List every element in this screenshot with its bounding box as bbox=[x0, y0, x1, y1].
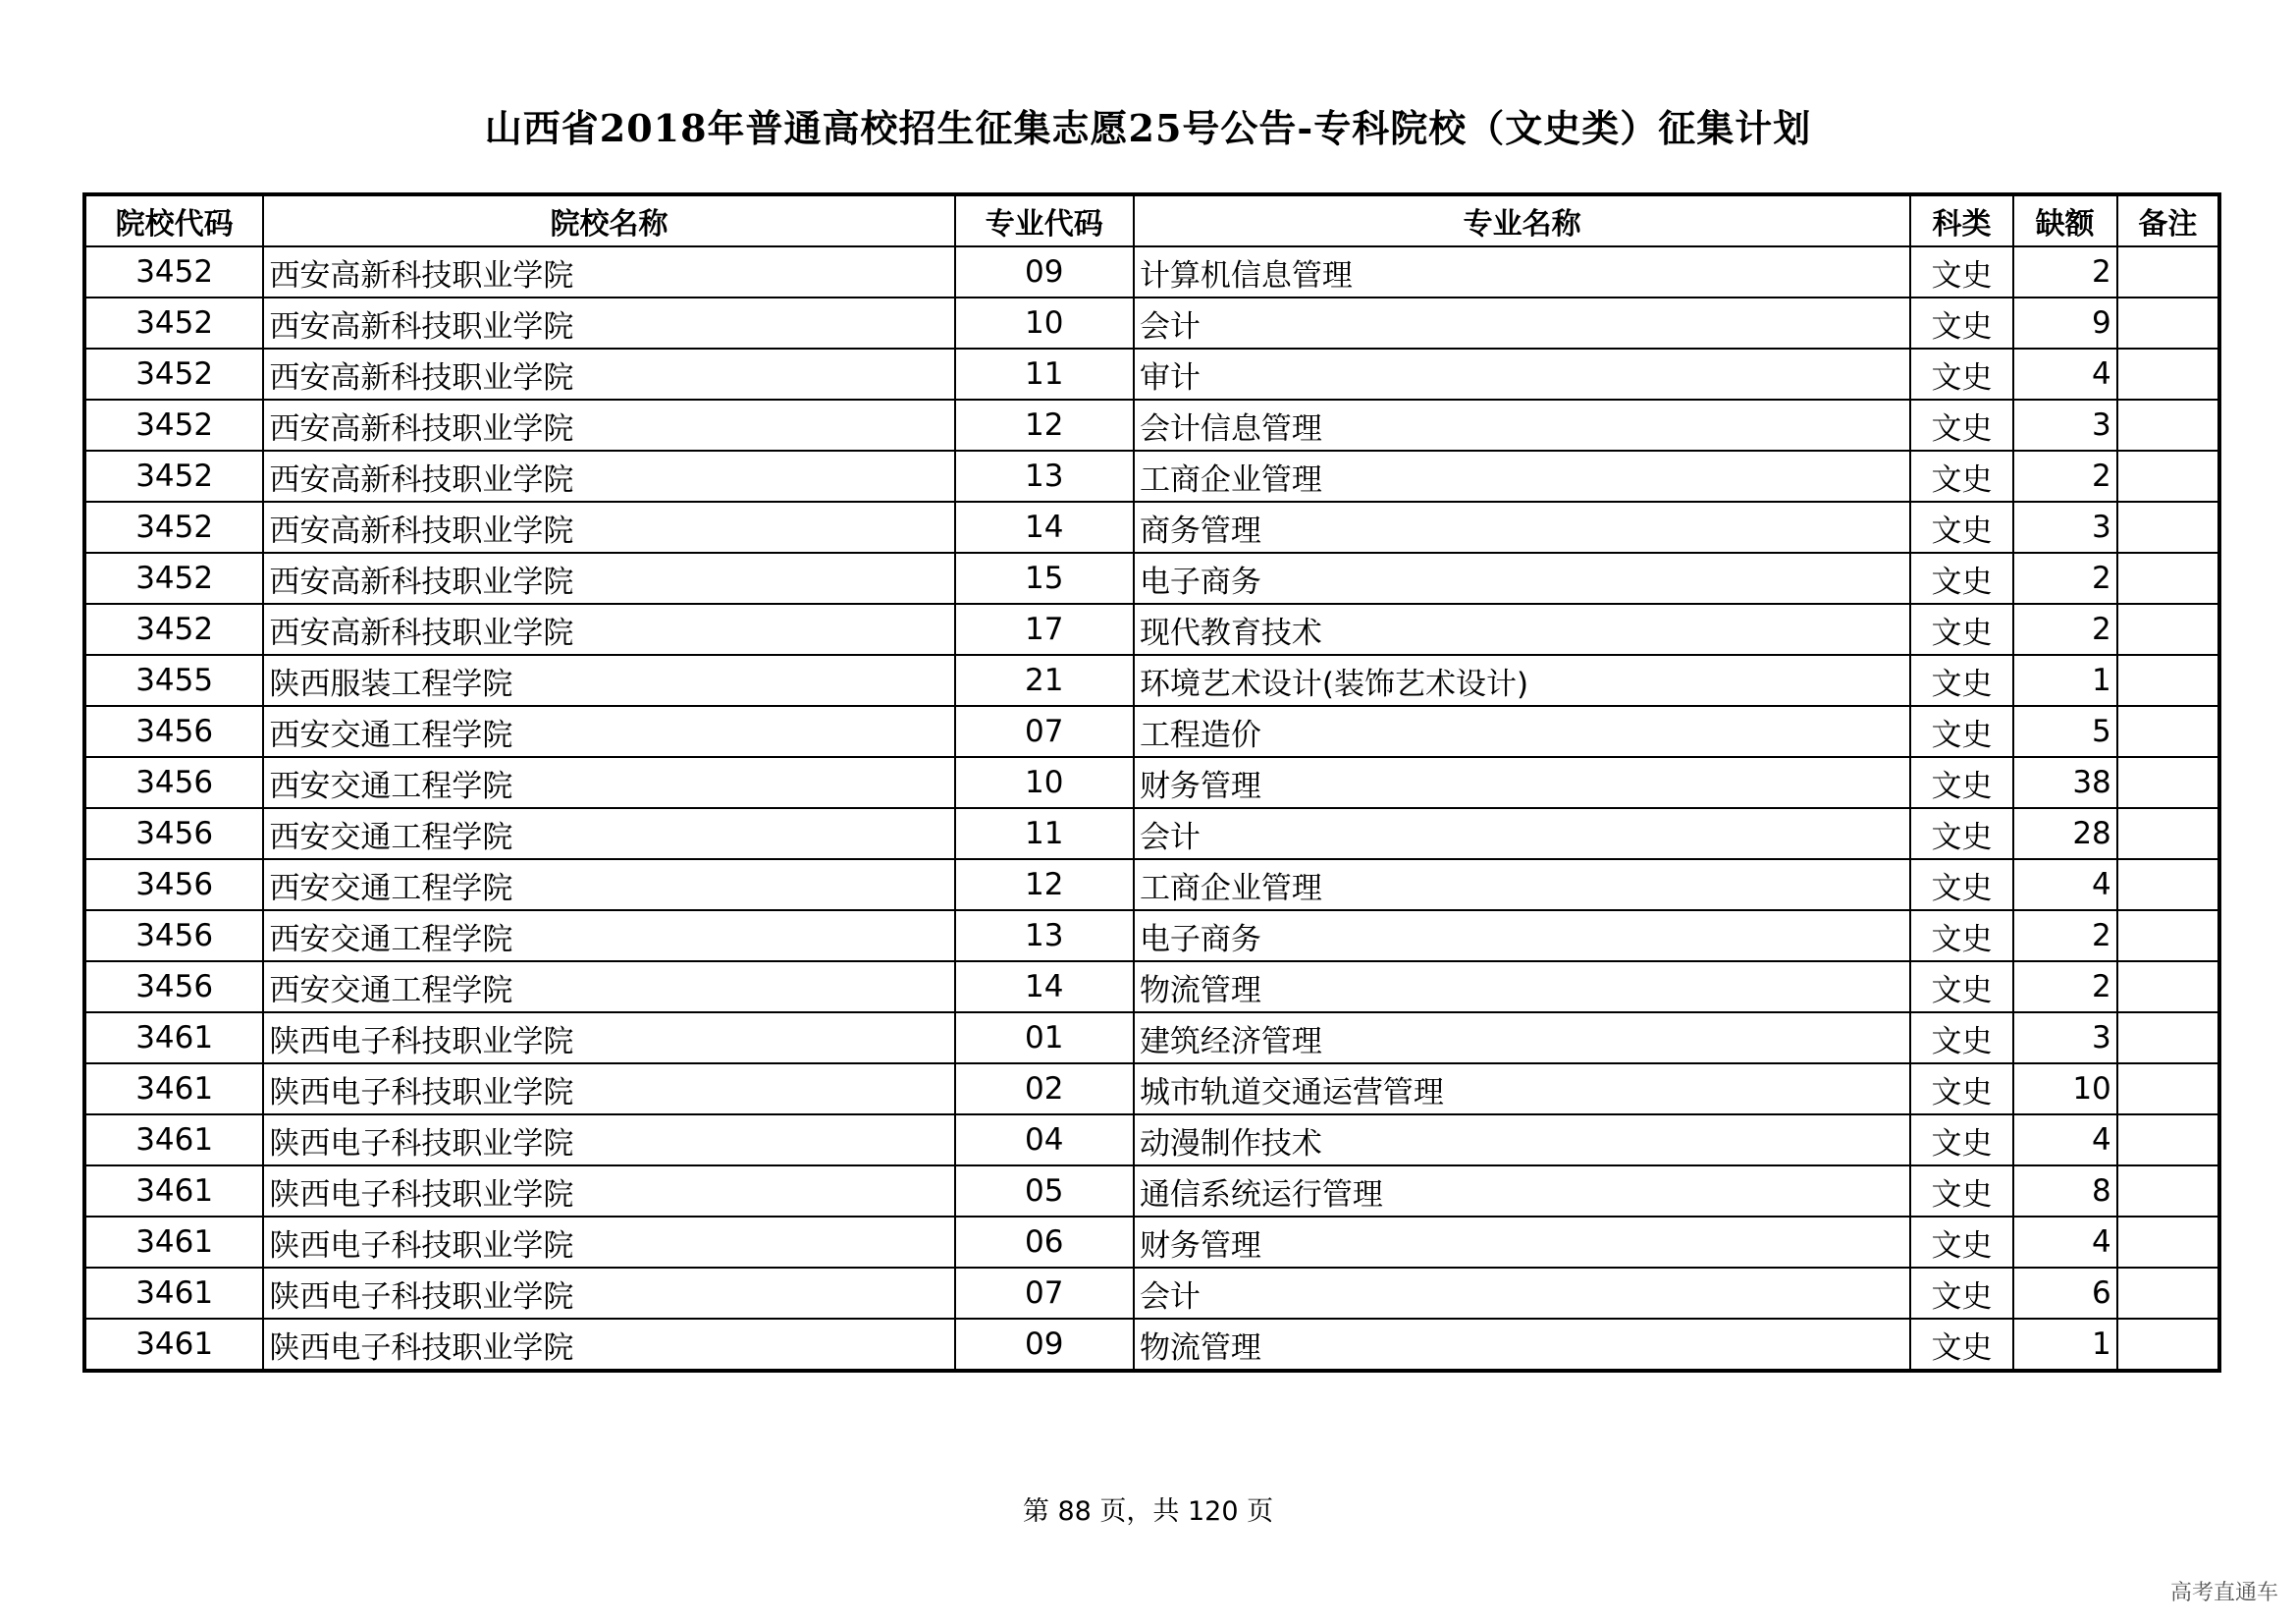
major-name-cell: 会计 bbox=[1134, 808, 1910, 859]
header-school-code: 院校代码 bbox=[84, 194, 263, 246]
major-code-cell: 09 bbox=[955, 1319, 1134, 1371]
vacancy-cell: 3 bbox=[2013, 1012, 2117, 1063]
major-name-cell: 会计 bbox=[1134, 298, 1910, 349]
major-name-cell: 计算机信息管理 bbox=[1134, 246, 1910, 298]
header-remarks: 备注 bbox=[2117, 194, 2219, 246]
major-code-cell: 05 bbox=[955, 1165, 1134, 1217]
remarks-cell bbox=[2117, 553, 2219, 604]
school-code-cell: 3461 bbox=[84, 1319, 263, 1371]
vacancy-cell: 2 bbox=[2013, 553, 2117, 604]
remarks-cell bbox=[2117, 961, 2219, 1012]
major-name-cell: 动漫制作技术 bbox=[1134, 1114, 1910, 1165]
major-name-cell: 财务管理 bbox=[1134, 757, 1910, 808]
major-name-cell: 物流管理 bbox=[1134, 1319, 1910, 1371]
table-row bbox=[84, 1063, 2219, 1114]
major-code-cell: 17 bbox=[955, 604, 1134, 655]
table-body bbox=[84, 246, 2219, 1371]
major-name-cell: 工程造价 bbox=[1134, 706, 1910, 757]
school-code-cell: 3452 bbox=[84, 349, 263, 400]
remarks-cell bbox=[2117, 1217, 2219, 1268]
vacancy-cell: 2 bbox=[2013, 451, 2117, 502]
school-name-cell: 西安高新科技职业学院 bbox=[263, 553, 954, 604]
major-name-cell: 电子商务 bbox=[1134, 553, 1910, 604]
category-cell: 文史 bbox=[1910, 1165, 2012, 1217]
school-name-cell: 西安高新科技职业学院 bbox=[263, 604, 954, 655]
school-code-cell: 3456 bbox=[84, 757, 263, 808]
major-code-cell: 02 bbox=[955, 1063, 1134, 1114]
school-code-cell: 3452 bbox=[84, 553, 263, 604]
vacancy-cell: 2 bbox=[2013, 246, 2117, 298]
major-name-cell: 审计 bbox=[1134, 349, 1910, 400]
major-name-cell: 现代教育技术 bbox=[1134, 604, 1910, 655]
category-cell: 文史 bbox=[1910, 604, 2012, 655]
remarks-cell bbox=[2117, 808, 2219, 859]
remarks-cell bbox=[2117, 1319, 2219, 1371]
major-name-cell: 环境艺术设计(装饰艺术设计) bbox=[1134, 655, 1910, 706]
school-name-cell: 西安高新科技职业学院 bbox=[263, 400, 954, 451]
category-cell: 文史 bbox=[1910, 400, 2012, 451]
header-major-code: 专业代码 bbox=[955, 194, 1134, 246]
vacancy-cell: 6 bbox=[2013, 1268, 2117, 1319]
school-code-cell: 3452 bbox=[84, 246, 263, 298]
major-name-cell: 财务管理 bbox=[1134, 1217, 1910, 1268]
remarks-cell bbox=[2117, 757, 2219, 808]
category-cell: 文史 bbox=[1910, 961, 2012, 1012]
school-name-cell: 西安交通工程学院 bbox=[263, 961, 954, 1012]
remarks-cell bbox=[2117, 502, 2219, 553]
school-name-cell: 西安高新科技职业学院 bbox=[263, 502, 954, 553]
school-name-cell: 西安交通工程学院 bbox=[263, 757, 954, 808]
school-name-cell: 西安交通工程学院 bbox=[263, 706, 954, 757]
school-name-cell: 陕西电子科技职业学院 bbox=[263, 1012, 954, 1063]
table-row bbox=[84, 808, 2219, 859]
major-code-cell: 07 bbox=[955, 706, 1134, 757]
vacancy-cell: 2 bbox=[2013, 961, 2117, 1012]
school-code-cell: 3452 bbox=[84, 451, 263, 502]
category-cell: 文史 bbox=[1910, 859, 2012, 910]
table-row bbox=[84, 910, 2219, 961]
major-code-cell: 06 bbox=[955, 1217, 1134, 1268]
category-cell: 文史 bbox=[1910, 808, 2012, 859]
table-row bbox=[84, 604, 2219, 655]
school-name-cell: 陕西电子科技职业学院 bbox=[263, 1063, 954, 1114]
remarks-cell bbox=[2117, 1165, 2219, 1217]
school-code-cell: 3461 bbox=[84, 1063, 263, 1114]
table-row bbox=[84, 655, 2219, 706]
school-code-cell: 3452 bbox=[84, 502, 263, 553]
major-name-cell: 物流管理 bbox=[1134, 961, 1910, 1012]
major-code-cell: 12 bbox=[955, 400, 1134, 451]
remarks-cell bbox=[2117, 910, 2219, 961]
table-row bbox=[84, 1217, 2219, 1268]
category-cell: 文史 bbox=[1910, 451, 2012, 502]
vacancy-cell: 5 bbox=[2013, 706, 2117, 757]
major-code-cell: 14 bbox=[955, 961, 1134, 1012]
school-code-cell: 3452 bbox=[84, 400, 263, 451]
category-cell: 文史 bbox=[1910, 1114, 2012, 1165]
major-code-cell: 07 bbox=[955, 1268, 1134, 1319]
vacancy-cell: 3 bbox=[2013, 400, 2117, 451]
school-name-cell: 陕西电子科技职业学院 bbox=[263, 1319, 954, 1371]
school-name-cell: 陕西电子科技职业学院 bbox=[263, 1165, 954, 1217]
table-row bbox=[84, 1165, 2219, 1217]
remarks-cell bbox=[2117, 1268, 2219, 1319]
school-name-cell: 西安高新科技职业学院 bbox=[263, 451, 954, 502]
school-name-cell: 陕西电子科技职业学院 bbox=[263, 1217, 954, 1268]
vacancy-cell: 1 bbox=[2013, 1319, 2117, 1371]
major-name-cell: 电子商务 bbox=[1134, 910, 1910, 961]
remarks-cell bbox=[2117, 451, 2219, 502]
school-name-cell: 西安交通工程学院 bbox=[263, 808, 954, 859]
school-name-cell: 西安交通工程学院 bbox=[263, 910, 954, 961]
vacancy-cell: 10 bbox=[2013, 1063, 2117, 1114]
school-code-cell: 3461 bbox=[84, 1165, 263, 1217]
category-cell: 文史 bbox=[1910, 1319, 2012, 1371]
major-name-cell: 城市轨道交通运营管理 bbox=[1134, 1063, 1910, 1114]
category-cell: 文史 bbox=[1910, 1063, 2012, 1114]
major-code-cell: 12 bbox=[955, 859, 1134, 910]
table-row bbox=[84, 349, 2219, 400]
school-code-cell: 3456 bbox=[84, 808, 263, 859]
category-cell: 文史 bbox=[1910, 1012, 2012, 1063]
category-cell: 文史 bbox=[1910, 757, 2012, 808]
page-number: 第 88 页，共 120 页 bbox=[1022, 1496, 1274, 1527]
recruitment-plan-table bbox=[82, 192, 2221, 1373]
remarks-cell bbox=[2117, 349, 2219, 400]
major-name-cell: 会计 bbox=[1134, 1268, 1910, 1319]
school-code-cell: 3452 bbox=[84, 604, 263, 655]
vacancy-cell: 1 bbox=[2013, 655, 2117, 706]
header-category: 科类 bbox=[1910, 194, 2012, 246]
category-cell: 文史 bbox=[1910, 1268, 2012, 1319]
major-name-cell: 建筑经济管理 bbox=[1134, 1012, 1910, 1063]
school-name-cell: 西安交通工程学院 bbox=[263, 859, 954, 910]
major-name-cell: 通信系统运行管理 bbox=[1134, 1165, 1910, 1217]
category-cell: 文史 bbox=[1910, 655, 2012, 706]
major-name-cell: 工商企业管理 bbox=[1134, 859, 1910, 910]
school-name-cell: 陕西电子科技职业学院 bbox=[263, 1268, 954, 1319]
table-header-row bbox=[84, 194, 2219, 246]
school-name-cell: 陕西服装工程学院 bbox=[263, 655, 954, 706]
major-code-cell: 15 bbox=[955, 553, 1134, 604]
school-code-cell: 3455 bbox=[84, 655, 263, 706]
header-school-name: 院校名称 bbox=[263, 194, 954, 246]
category-cell: 文史 bbox=[1910, 910, 2012, 961]
table-row bbox=[84, 298, 2219, 349]
school-code-cell: 3461 bbox=[84, 1268, 263, 1319]
category-cell: 文史 bbox=[1910, 502, 2012, 553]
school-code-cell: 3461 bbox=[84, 1114, 263, 1165]
remarks-cell bbox=[2117, 1114, 2219, 1165]
header-vacancy: 缺额 bbox=[2013, 194, 2117, 246]
category-cell: 文史 bbox=[1910, 1217, 2012, 1268]
remarks-cell bbox=[2117, 298, 2219, 349]
remarks-cell bbox=[2117, 655, 2219, 706]
vacancy-cell: 4 bbox=[2013, 1217, 2117, 1268]
major-code-cell: 13 bbox=[955, 910, 1134, 961]
remarks-cell bbox=[2117, 706, 2219, 757]
major-name-cell: 商务管理 bbox=[1134, 502, 1910, 553]
category-cell: 文史 bbox=[1910, 706, 2012, 757]
remarks-cell bbox=[2117, 400, 2219, 451]
vacancy-cell: 8 bbox=[2013, 1165, 2117, 1217]
remarks-cell bbox=[2117, 246, 2219, 298]
vacancy-cell: 2 bbox=[2013, 910, 2117, 961]
page-title: 山西省2018年普通高校招生征集志愿25号公告-专科院校（文史类）征集计划 bbox=[484, 106, 1812, 150]
major-code-cell: 11 bbox=[955, 349, 1134, 400]
vacancy-cell: 3 bbox=[2013, 502, 2117, 553]
major-code-cell: 14 bbox=[955, 502, 1134, 553]
school-name-cell: 西安高新科技职业学院 bbox=[263, 246, 954, 298]
vacancy-cell: 4 bbox=[2013, 349, 2117, 400]
vacancy-cell: 38 bbox=[2013, 757, 2117, 808]
table-row bbox=[84, 1268, 2219, 1319]
table-row bbox=[84, 502, 2219, 553]
category-cell: 文史 bbox=[1910, 246, 2012, 298]
table-row bbox=[84, 246, 2219, 298]
table-row bbox=[84, 1012, 2219, 1063]
table-row bbox=[84, 961, 2219, 1012]
school-code-cell: 3461 bbox=[84, 1217, 263, 1268]
remarks-cell bbox=[2117, 1012, 2219, 1063]
major-name-cell: 工商企业管理 bbox=[1134, 451, 1910, 502]
table-row bbox=[84, 757, 2219, 808]
remarks-cell bbox=[2117, 1063, 2219, 1114]
vacancy-cell: 4 bbox=[2013, 859, 2117, 910]
school-name-cell: 西安高新科技职业学院 bbox=[263, 298, 954, 349]
remarks-cell bbox=[2117, 604, 2219, 655]
watermark-text: 高考直通车 bbox=[2169, 1581, 2278, 1605]
school-code-cell: 3456 bbox=[84, 706, 263, 757]
table-row bbox=[84, 553, 2219, 604]
category-cell: 文史 bbox=[1910, 298, 2012, 349]
school-name-cell: 陕西电子科技职业学院 bbox=[263, 1114, 954, 1165]
major-code-cell: 21 bbox=[955, 655, 1134, 706]
major-name-cell: 会计信息管理 bbox=[1134, 400, 1910, 451]
major-code-cell: 10 bbox=[955, 757, 1134, 808]
table-row bbox=[84, 451, 2219, 502]
school-code-cell: 3461 bbox=[84, 1012, 263, 1063]
school-code-cell: 3456 bbox=[84, 910, 263, 961]
category-cell: 文史 bbox=[1910, 349, 2012, 400]
major-code-cell: 10 bbox=[955, 298, 1134, 349]
major-code-cell: 11 bbox=[955, 808, 1134, 859]
vacancy-cell: 4 bbox=[2013, 1114, 2117, 1165]
major-code-cell: 09 bbox=[955, 246, 1134, 298]
major-code-cell: 13 bbox=[955, 451, 1134, 502]
table-row bbox=[84, 1319, 2219, 1371]
table-row bbox=[84, 400, 2219, 451]
major-code-cell: 01 bbox=[955, 1012, 1134, 1063]
school-code-cell: 3452 bbox=[84, 298, 263, 349]
header-major-name: 专业名称 bbox=[1134, 194, 1910, 246]
vacancy-cell: 28 bbox=[2013, 808, 2117, 859]
vacancy-cell: 9 bbox=[2013, 298, 2117, 349]
remarks-cell bbox=[2117, 859, 2219, 910]
major-code-cell: 04 bbox=[955, 1114, 1134, 1165]
table-row bbox=[84, 1114, 2219, 1165]
category-cell: 文史 bbox=[1910, 553, 2012, 604]
table-row bbox=[84, 706, 2219, 757]
table-row bbox=[84, 859, 2219, 910]
school-name-cell: 西安高新科技职业学院 bbox=[263, 349, 954, 400]
school-code-cell: 3456 bbox=[84, 859, 263, 910]
vacancy-cell: 2 bbox=[2013, 604, 2117, 655]
school-code-cell: 3456 bbox=[84, 961, 263, 1012]
